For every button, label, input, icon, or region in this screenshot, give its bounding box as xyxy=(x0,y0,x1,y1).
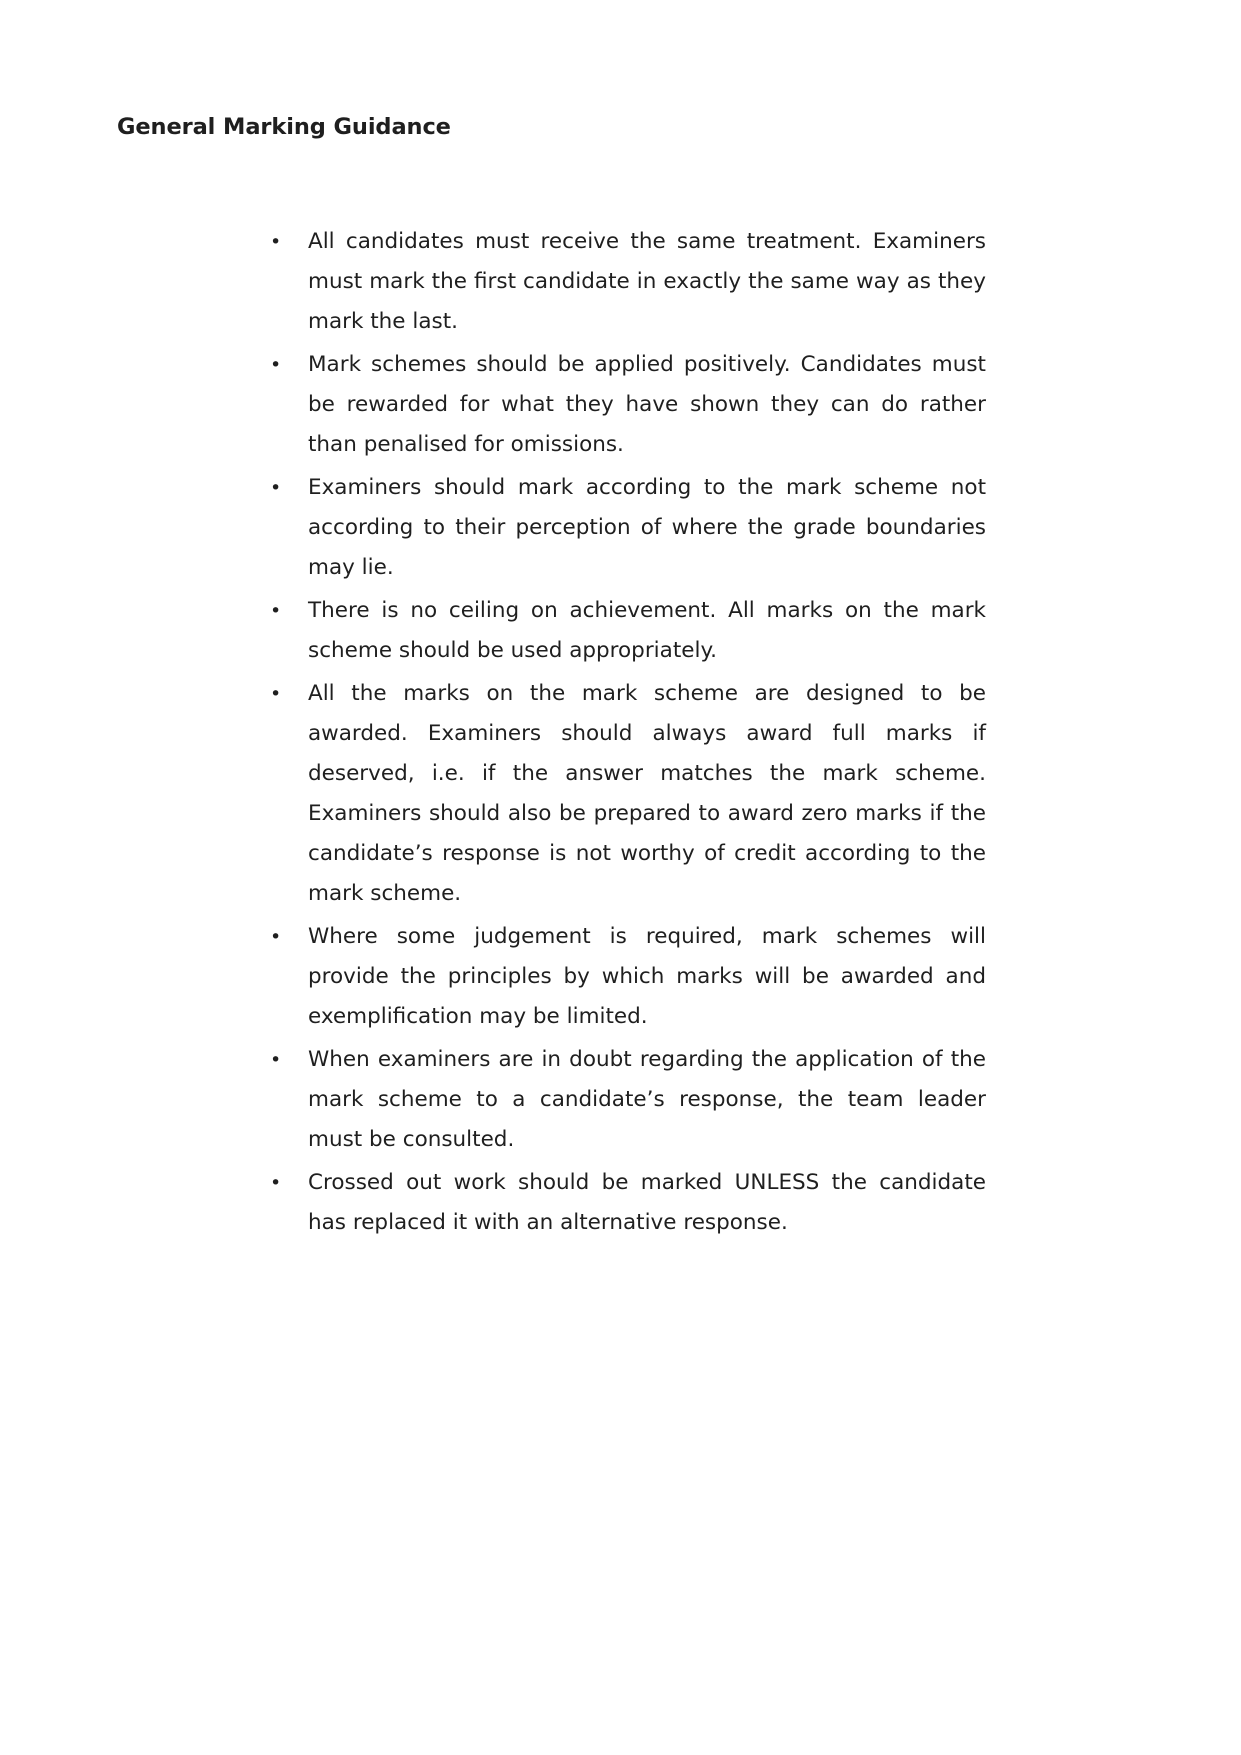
bullet-icon: • xyxy=(270,683,282,705)
list-item-text: Mark schemes should be applied positively. Candidates must be rewarded for what they have shown they can do rather than penalised for omissions. xyxy=(308,352,986,457)
list-item xyxy=(270,674,986,914)
bullet-icon: • xyxy=(270,354,282,376)
bullet-icon: • xyxy=(270,1049,282,1071)
bullet-icon: • xyxy=(270,926,282,948)
guidance-list xyxy=(270,222,986,1246)
list-item-text: All the marks on the mark scheme are designed to be awarded. Examiners should always award full marks if deserved, i.e. if the answer matches the mark scheme. Examiners should also be prepared to award zero marks if the candidate’s response is not worthy of credit according to the mark scheme. xyxy=(308,681,986,906)
bullet-icon: • xyxy=(270,231,282,253)
list-item-text: Where some judgement is required, mark schemes will provide the principles by which marks will be awarded and exemplification may be limited. xyxy=(308,924,986,1029)
list-item xyxy=(270,222,986,342)
list-item-text: There is no ceiling on achievement. All marks on the mark scheme should be used appropriately. xyxy=(308,598,986,663)
list-item xyxy=(270,468,986,588)
list-item xyxy=(270,917,986,1037)
list-item-text: All candidates must receive the same treatment. Examiners must mark the first candidate in exactly the same way as they mark the last. xyxy=(308,229,986,334)
bullet-icon: • xyxy=(270,1172,282,1194)
list-item xyxy=(270,1040,986,1160)
list-item xyxy=(270,345,986,465)
page-title: General Marking Guidance xyxy=(117,114,451,140)
list-item-text: When examiners are in doubt regarding the application of the mark scheme to a candidate’s response, the team leader must be consulted. xyxy=(308,1047,986,1152)
list-item-text: Crossed out work should be marked UNLESS the candidate has replaced it with an alternative response. xyxy=(308,1170,986,1235)
list-item-text: Examiners should mark according to the mark scheme not according to their perception of where the grade boundaries may lie. xyxy=(308,475,986,580)
bullet-icon: • xyxy=(270,477,282,499)
list-item xyxy=(270,591,986,671)
list-item xyxy=(270,1163,986,1243)
bullet-icon: • xyxy=(270,600,282,622)
